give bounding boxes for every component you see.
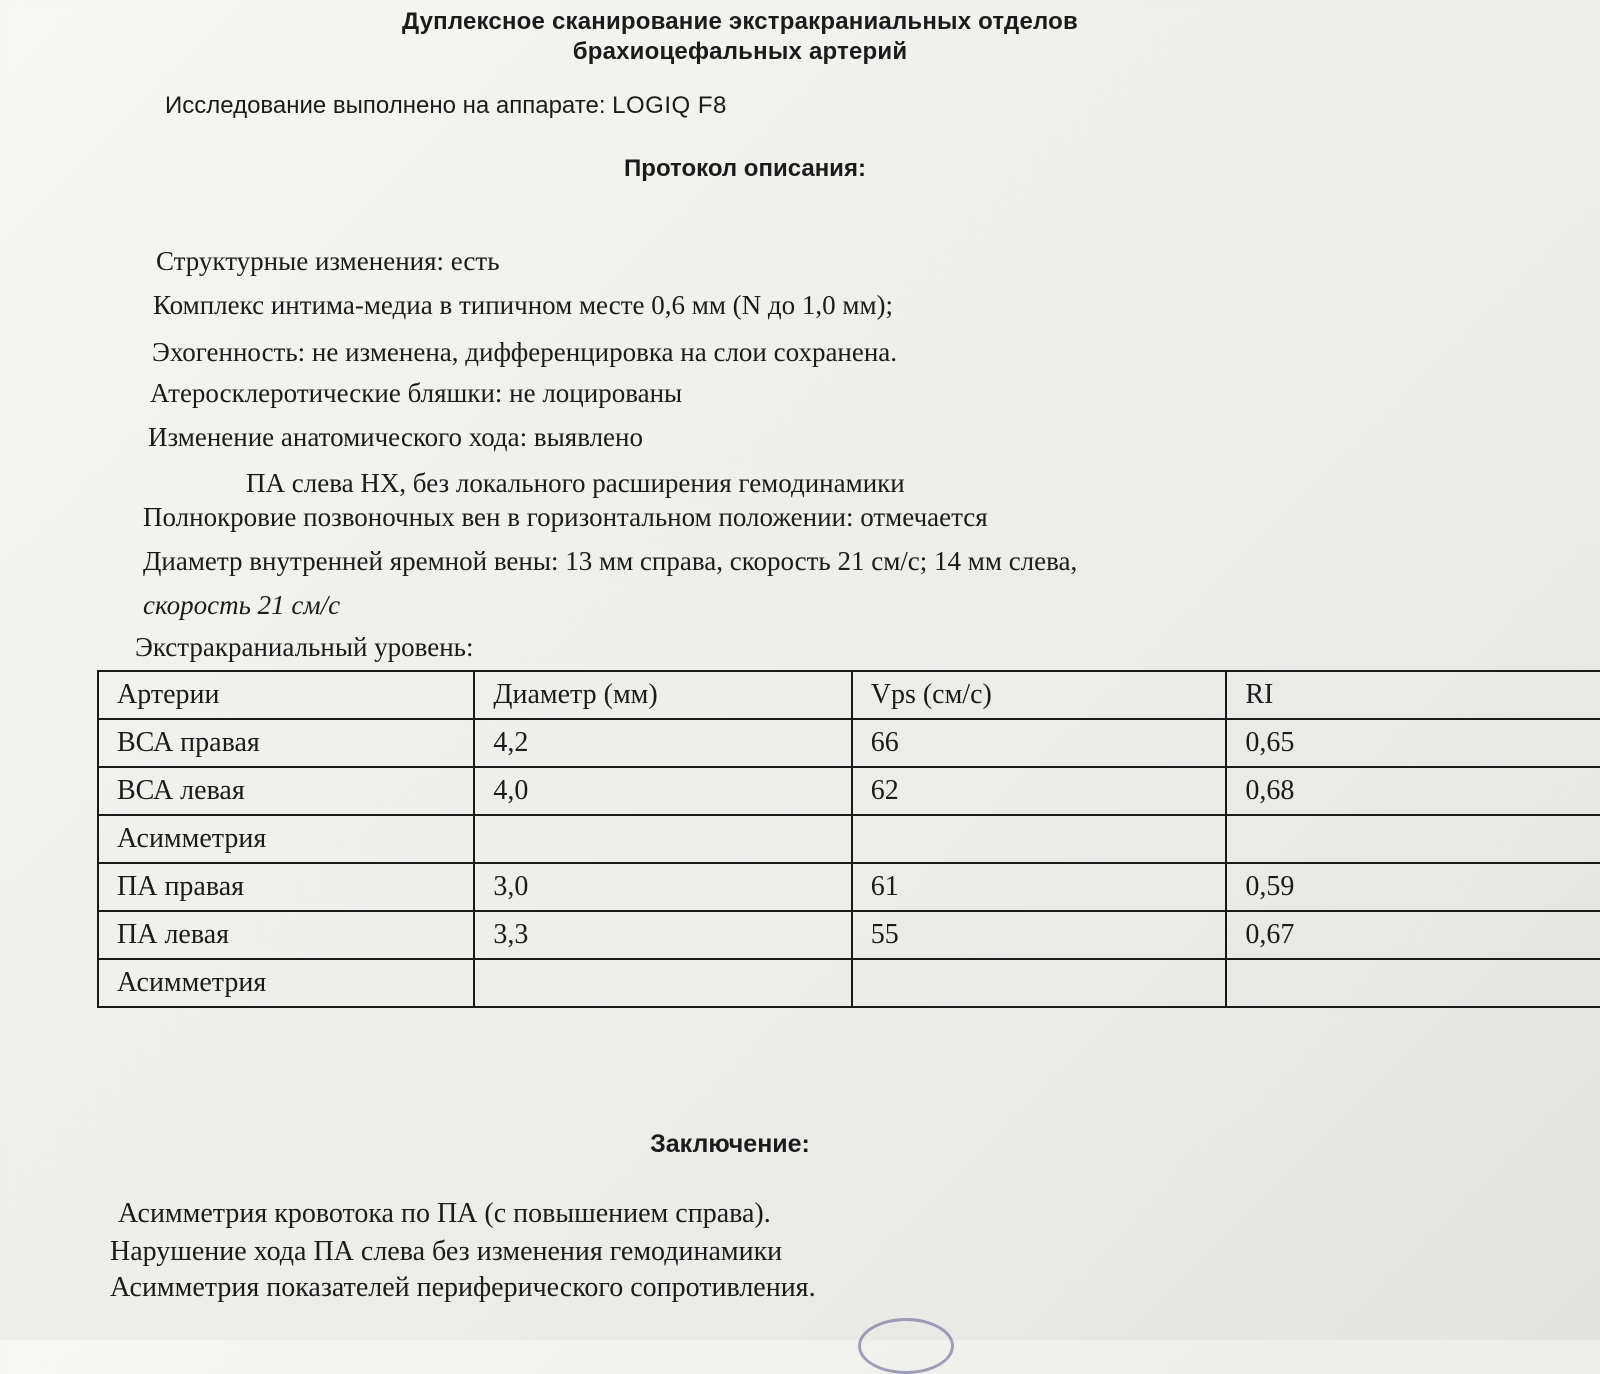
section-level-label: Экстракраниальный уровень: [135, 632, 474, 662]
device-info [165, 92, 727, 120]
ri-cell: 0,67 [1226, 911, 1600, 959]
vps-cell [852, 959, 1227, 1007]
table-row [98, 767, 1600, 815]
artery-name-cell: Асимметрия [98, 959, 474, 1007]
table-row [98, 911, 1600, 959]
diameter-cell [474, 959, 851, 1007]
table-header-cell: Vps (см/с) [852, 671, 1227, 719]
table-header-cell: Диаметр (мм) [474, 671, 851, 719]
ri-cell: 0,59 [1226, 863, 1600, 911]
artery-name-cell: ПА левая [98, 911, 474, 959]
table-header-row [98, 671, 1600, 719]
document-title-line-2: брахиоцефальных артерий [572, 38, 908, 65]
device-label: Исследование выполнено на аппарате: [165, 92, 606, 119]
artery-name-cell: ВСА левая [98, 767, 474, 815]
vps-cell: 62 [852, 767, 1227, 815]
conclusion-heading: Заключение: [650, 1130, 810, 1158]
protocol-heading: Протокол описания: [624, 155, 866, 182]
vps-cell: 55 [852, 911, 1227, 959]
conclusion-line-3: Асимметрия показателей периферического сопротивления. [110, 1272, 816, 1303]
ri-cell [1226, 815, 1600, 863]
diameter-cell: 4,0 [474, 767, 851, 815]
finding-jugular: Диаметр внутренней яремной вены: 13 мм справа, скорость 21 см/с; 14 мм слева, [143, 546, 1078, 576]
conclusion-line-1: Асимметрия кровотока по ПА (с повышением справа). [118, 1198, 771, 1229]
table-row [98, 959, 1600, 1007]
ri-cell [1226, 959, 1600, 1007]
vps-cell: 61 [852, 863, 1227, 911]
finding-structural: Структурные изменения: есть [156, 246, 500, 276]
diameter-cell [474, 815, 851, 863]
diameter-cell: 3,0 [474, 863, 851, 911]
ri-cell: 0,65 [1226, 719, 1600, 767]
finding-anatomy: Изменение анатомического хода: выявлено [148, 422, 643, 452]
finding-jugular-continued: скорость 21 см/с [143, 590, 341, 620]
finding-veins: Полнокровие позвоночных вен в горизонтальном положении: отмечается [143, 502, 988, 532]
table-header-cell: RI [1226, 671, 1600, 719]
finding-anatomy-detail: ПА слева НХ, без локального расширения гемодинамики [246, 468, 905, 498]
artery-name-cell: ВСА правая [98, 719, 474, 767]
vps-cell [852, 815, 1227, 863]
finding-echogenicity: Эхогенность: не изменена, дифференцировка на слои сохранена. [152, 337, 898, 367]
table-row [98, 863, 1600, 911]
conclusion-line-2: Нарушение хода ПА слева без изменения гемодинамики [110, 1236, 783, 1267]
table-header-cell: Артерии [98, 671, 474, 719]
table-row [98, 815, 1600, 863]
diameter-cell: 3,3 [474, 911, 851, 959]
device-model: LOGIQ F8 [612, 92, 727, 119]
stamp-mark [858, 1318, 954, 1374]
artery-name-cell: Асимметрия [98, 815, 474, 863]
vps-cell: 66 [852, 719, 1227, 767]
document-title-line-1: Дуплексное сканирование экстракраниальных отделов [402, 8, 1078, 35]
artery-name-cell: ПА правая [98, 863, 474, 911]
table-row [98, 719, 1600, 767]
ri-cell: 0,68 [1226, 767, 1600, 815]
finding-plaques: Атеросклеротические бляшки: не лоцированы [150, 378, 683, 408]
arteries-table [97, 670, 1600, 1008]
finding-imt: Комплекс интима-медиа в типичном месте 0,6 мм (N до 1,0 мм); [153, 290, 894, 320]
diameter-cell: 4,2 [474, 719, 851, 767]
